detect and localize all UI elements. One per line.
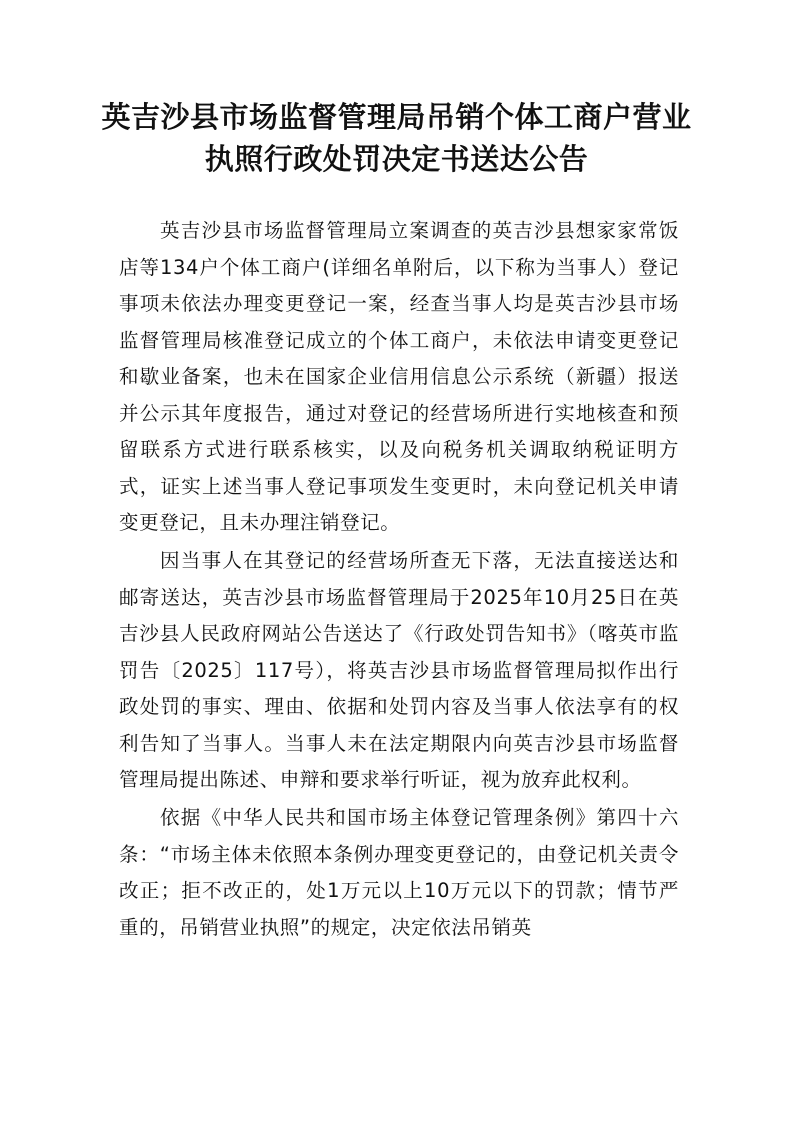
title-line-2: 执照行政处罚决定书送达公告 <box>204 142 589 176</box>
paragraph-legal-basis: 依据《中华人民共和国市场主体登记管理条例》第四十六条：“市场主体未依照本条例办理变更登记的，由登记机关责令改正；拒不改正的，处1万元以上10万元以下的罚款；情节严重的，吊销营业执照”的规定，决定依法吊销英 <box>119 806 679 939</box>
title-line-1: 英吉沙县市场监督管理局吊销个体工商户营业 <box>101 100 692 134</box>
document-body <box>119 213 679 948</box>
paragraph-notice-delivery: 因当事人在其登记的经营场所查无下落，无法直接送达和邮寄送达，英吉沙县市场监督管理局于2025年10月25日在英吉沙县人民政府网站公告送达了《行政处罚告知书》（喀英市监罚告〔2025〕117号），将英吉沙县市场监督管理局拟作出行政处罚的事实、理由、依据和处罚内容及当事人依法享有的权利告知了当事人。当事人未在法定期限内向英吉沙县市场监督管理局提出陈述、申辩和要求举行听证，视为放弃此权利。 <box>119 549 679 792</box>
paragraph-case-facts: 英吉沙县市场监督管理局立案调查的英吉沙县想家家常饭店等134户个体工商户(详细名单附后，以下称为当事人）登记事项未依法办理变更登记一案，经查当事人均是英吉沙县市场监督管理局核准登记成立的个体工商户，未依法申请变更登记和歇业备案，也未在国家企业信用信息公示系统（新疆）报送并公示其年度报告，通过对登记的经营场所进行实地核查和预留联系方式进行联系核实，以及向税务机关调取纳税证明方式，证实上述当事人登记事项发生变更时，未向登记机关申请变更登记，且未办理注销登记。 <box>119 219 679 534</box>
document-title <box>0 96 793 180</box>
